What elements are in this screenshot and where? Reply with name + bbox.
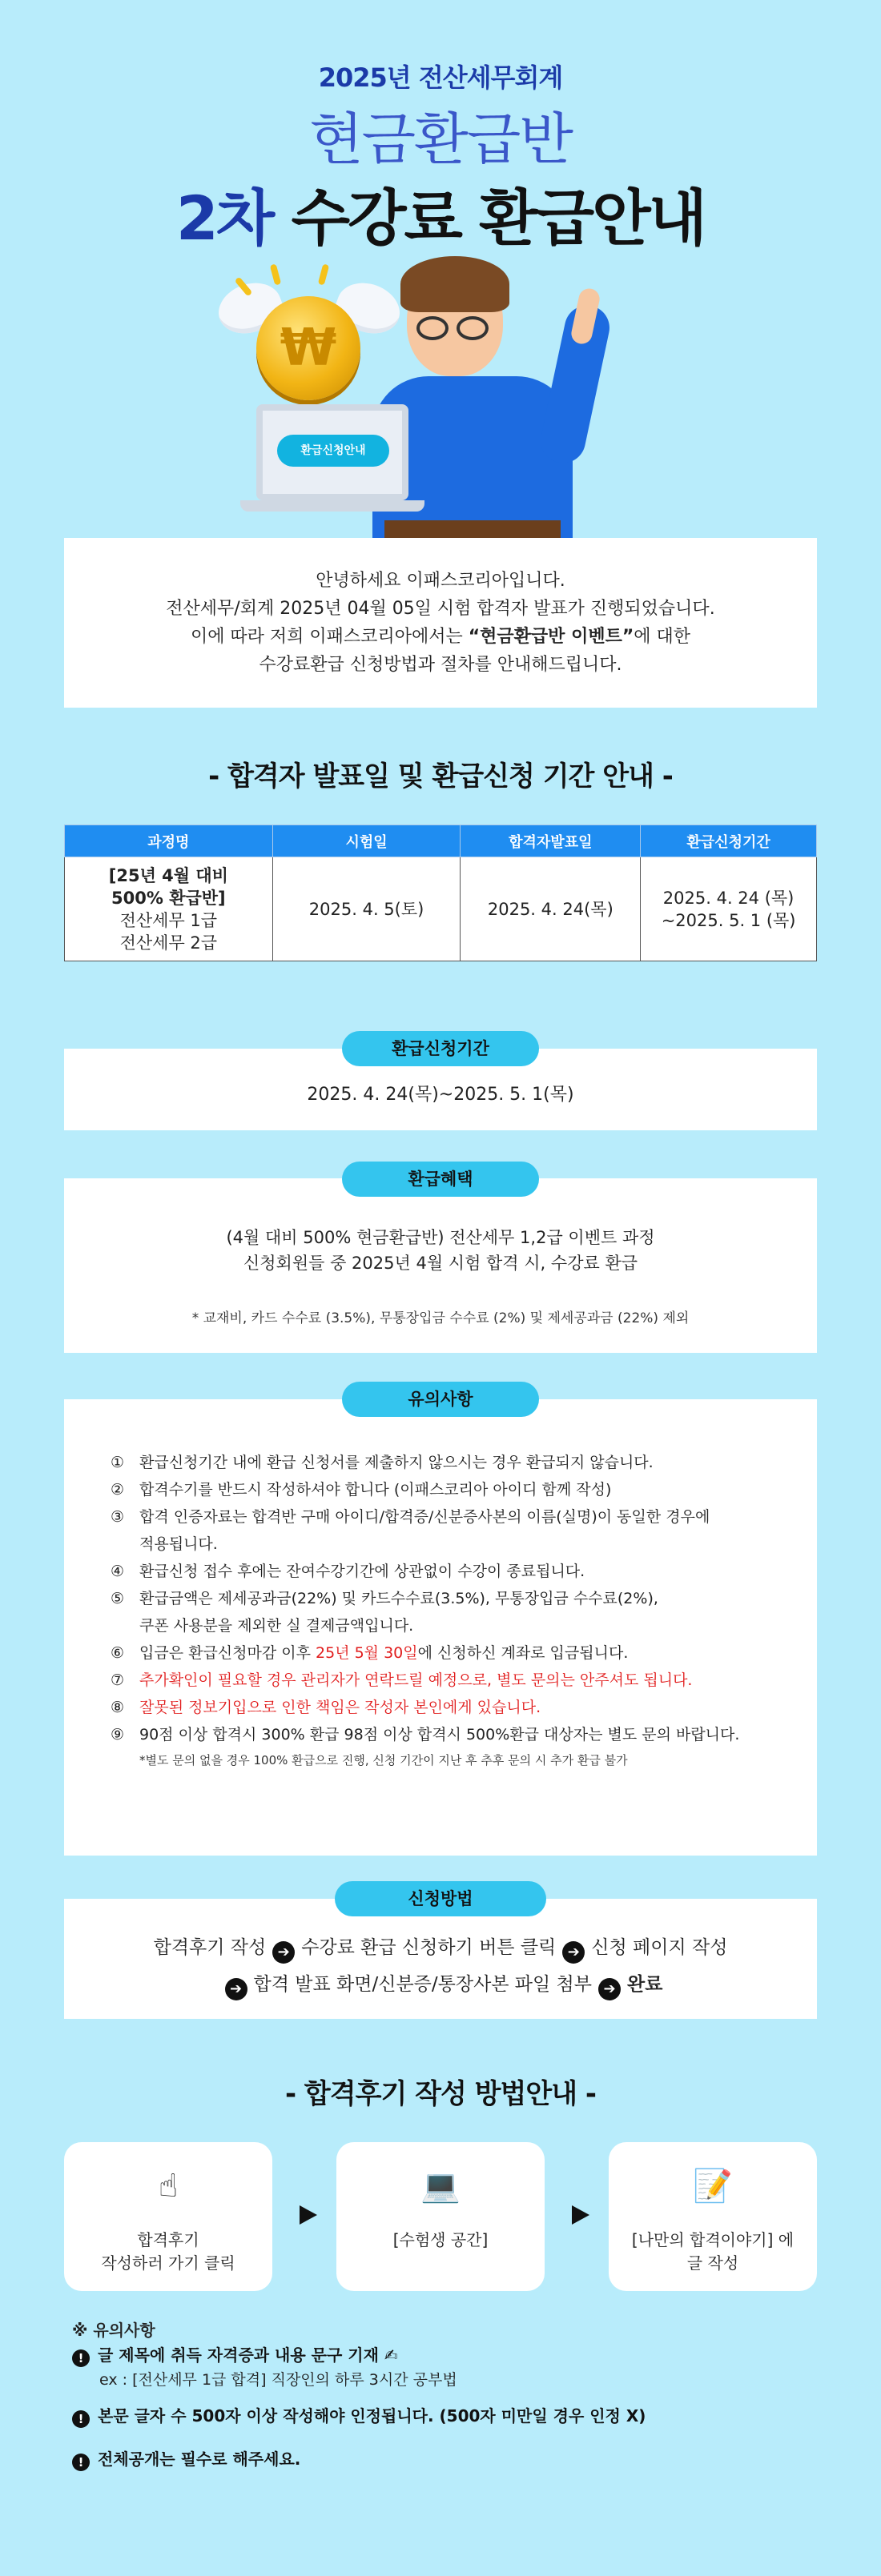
- announce-date-cell: 2025. 4. 24(목): [461, 857, 641, 961]
- list-item: ④ 환급신청 접수 후에는 잔여수강기간에 상관없이 수강이 종료됩니다.: [111, 1563, 585, 1580]
- intro-text: 이에 따라 저희 이패스코리아에서는: [190, 627, 469, 647]
- step-label: [336, 2229, 545, 2252]
- refund-period-cell: [641, 857, 817, 961]
- exclamation-icon: !: [72, 2410, 90, 2428]
- step-label: [64, 2229, 272, 2275]
- caution-item: [72, 2446, 300, 2471]
- benefit-badge: 환급혜택: [342, 1162, 539, 1197]
- column-header: 합격자발표일: [461, 825, 641, 857]
- table-header-row: [65, 825, 817, 857]
- course-name: 500% 환급반]: [111, 888, 226, 908]
- triangle-arrow-icon: [300, 2205, 317, 2225]
- column-header: 환급신청기간: [641, 825, 817, 857]
- laptop-base: [240, 500, 424, 512]
- review-step-2: [336, 2142, 545, 2291]
- schedule-table: [64, 825, 817, 961]
- caution-example: ex : [전산세무 1급 합격] 직장인의 하루 3시간 공부법: [99, 2371, 457, 2389]
- course-cell: [65, 857, 273, 961]
- glasses-icon: [416, 316, 495, 340]
- arrow-right-icon: ➔: [598, 1978, 621, 2000]
- step-text: 합격후기: [137, 2230, 199, 2249]
- character-belt: [384, 520, 561, 540]
- notes-panel: [64, 1399, 817, 1856]
- exclamation-icon: !: [72, 2349, 90, 2367]
- review-step-3: [609, 2142, 817, 2291]
- caution-item: [72, 2342, 398, 2367]
- refund-period-badge: 환급신청기간: [342, 1031, 539, 1066]
- benefit-panel: [64, 1178, 817, 1353]
- list-item: ⑦ 추가확인이 필요할 경우 관리자가 연락드릴 예정으로, 별도 문의는 안주셔도 됩니다.: [111, 1671, 693, 1689]
- course-level: 전산세무 1급: [119, 910, 218, 930]
- period-end: ~2025. 5. 1 (목): [661, 910, 796, 930]
- apply-step: 합격 발표 화면/신분증/통장사본 파일 첨부: [253, 1974, 592, 1995]
- list-item: ⑧ 잘못된 정보기입으로 인한 책임은 작성자 본인에게 있습니다.: [111, 1699, 541, 1716]
- laptop-icon: [256, 404, 408, 500]
- benefit-note: * 교재비, 카드 수수료 (3.5%), 무통장입금 수수료 (2%) 및 제세공과금 (22%) 제외: [191, 1310, 690, 1326]
- caution-text: 본문 글자 수 500자 이상 작성해야 인정됩니다. (500자 미만일 경우 인정 X): [98, 2406, 646, 2426]
- table-row: [65, 857, 817, 961]
- intro-line: [64, 623, 817, 651]
- list-item: ⑨ 90점 이상 합격시 300% 환급 98점 이상 합격시 500%환급 대상자는 별도 문의 바랍니다.: [111, 1726, 740, 1743]
- triangle-arrow-icon: [572, 2205, 589, 2225]
- write-note-icon: 📝: [693, 2168, 733, 2205]
- review-step-1: [64, 2142, 272, 2291]
- apply-step: 합격후기 작성: [153, 1937, 267, 1958]
- laptop-cursor-icon: 💻: [420, 2168, 461, 2205]
- caution-item: [72, 2403, 646, 2428]
- hero-main-title-num: 2차: [175, 183, 273, 254]
- exclamation-icon: !: [72, 2454, 90, 2471]
- list-item: ② 합격수기를 반드시 작성하셔야 합니다 (이패스코리아 아이디 함께 작성): [111, 1481, 612, 1499]
- list-item: ③ 합격 인증자료는 합격반 구매 아이디/합격증/신분증사본의 이름(실명)이 동일한 경우에: [111, 1508, 710, 1526]
- caution-text: 전체공개는 필수로 해주세요.: [98, 2450, 301, 2469]
- laptop-screen-label: 환급신청안내: [277, 435, 389, 467]
- benefit-line: 신청회원들 중 2025년 4월 시험 합격 시, 수강료 환급: [243, 1254, 638, 1273]
- review-section-title: - 합격후기 작성 방법안내 -: [284, 2078, 596, 2110]
- list-item: 쿠폰 사용분을 제외한 실 결제금액입니다.: [139, 1617, 414, 1635]
- apply-step: 수강료 환급 신청하기 버튼 클릭: [301, 1937, 557, 1958]
- apply-step-complete: 완료: [627, 1974, 663, 1995]
- apply-method-badge: 신청방법: [335, 1881, 546, 1916]
- step-label: [609, 2229, 817, 2275]
- arrow-right-icon: ➔: [225, 1978, 247, 2000]
- hero-year-title: 2025년 전산세무회계: [318, 62, 563, 93]
- step-text: 글 작성: [686, 2253, 739, 2273]
- hero-main-title-rest: 수강료 환급안내: [272, 183, 706, 254]
- intro-text: 에 대한: [634, 627, 691, 647]
- step-text: 작성하러 가기 클릭: [101, 2253, 235, 2273]
- hero-subtitle: 현금환급반: [308, 106, 573, 172]
- character-hair: [400, 256, 509, 312]
- course-name: [25년 4월 대비: [108, 865, 228, 885]
- schedule-section-title: - 합격자 발표일 및 환급신청 기간 안내 -: [208, 760, 673, 792]
- hand-pointer-icon: ☝: [158, 2168, 179, 2205]
- list-item: ① 환급신청기간 내에 환급 신청서를 제출하지 않으시는 경우 환급되지 않습니다.: [111, 1454, 654, 1471]
- step-text: [수험생 공간]: [392, 2230, 489, 2249]
- exam-date-cell: 2025. 4. 5(토): [272, 857, 461, 961]
- event-name: “현금환급반 이벤트”: [468, 627, 634, 647]
- list-item: ⑥ 입금은 환급신청마감 이후 25년 5월 30일에 신청하신 계좌로 입금됩니다.: [111, 1644, 629, 1662]
- arrow-right-icon: ➔: [272, 1941, 295, 1964]
- list-item-note: *별도 문의 없을 경우 100% 환급으로 진행, 신청 기간이 지난 후 추후 문의 시 추가 환급 불가: [139, 1753, 628, 1767]
- intro-line: 안녕하세요 이패스코리아입니다.: [316, 571, 565, 591]
- list-item: ⑤ 환급금액은 제세공과금(22%) 및 카드수수료(3.5%), 무통장입금 수수료(2%),: [111, 1590, 658, 1607]
- apply-step: 신청 페이지 작성: [591, 1937, 728, 1958]
- arrow-right-icon: ➔: [562, 1941, 585, 1964]
- column-header: 과정명: [65, 825, 273, 857]
- list-item: 적용됩니다.: [139, 1535, 218, 1553]
- notes-list: [111, 1449, 799, 1772]
- intro-panel: [64, 538, 817, 708]
- apply-method-panel: [64, 1899, 817, 2019]
- deposit-date: 25년 5월 30일: [316, 1644, 418, 1662]
- step-text: [나만의 합격이야기] 에: [631, 2230, 795, 2249]
- course-level: 전산세무 2급: [119, 933, 218, 953]
- benefit-text: [64, 1225, 817, 1276]
- caution-heading: ※ 유의사항: [72, 2321, 155, 2340]
- hero-main-title: [0, 170, 881, 257]
- intro-line: 수강료환급 신청방법과 절차를 안내해드립니다.: [259, 655, 622, 675]
- intro-line: 전산세무/회계 2025년 04월 05일 시험 합격자 발표가 진행되었습니다.: [166, 599, 715, 619]
- benefit-line: (4월 대비 500% 현금환급반) 전산세무 1,2급 이벤트 과정: [226, 1228, 655, 1247]
- column-header: 시험일: [272, 825, 461, 857]
- apply-steps-row: [64, 1932, 817, 1964]
- won-coin-icon: ₩: [256, 296, 360, 400]
- caution-text: 글 제목에 취득 자격증과 내용 문구 기재 ✍: [98, 2345, 398, 2365]
- refund-period-text: 2025. 4. 24(목)~2025. 5. 1(목): [307, 1085, 574, 1105]
- apply-steps-row: [64, 1969, 817, 2000]
- notes-badge: 유의사항: [342, 1382, 539, 1417]
- period-start: 2025. 4. 24 (목): [662, 888, 795, 908]
